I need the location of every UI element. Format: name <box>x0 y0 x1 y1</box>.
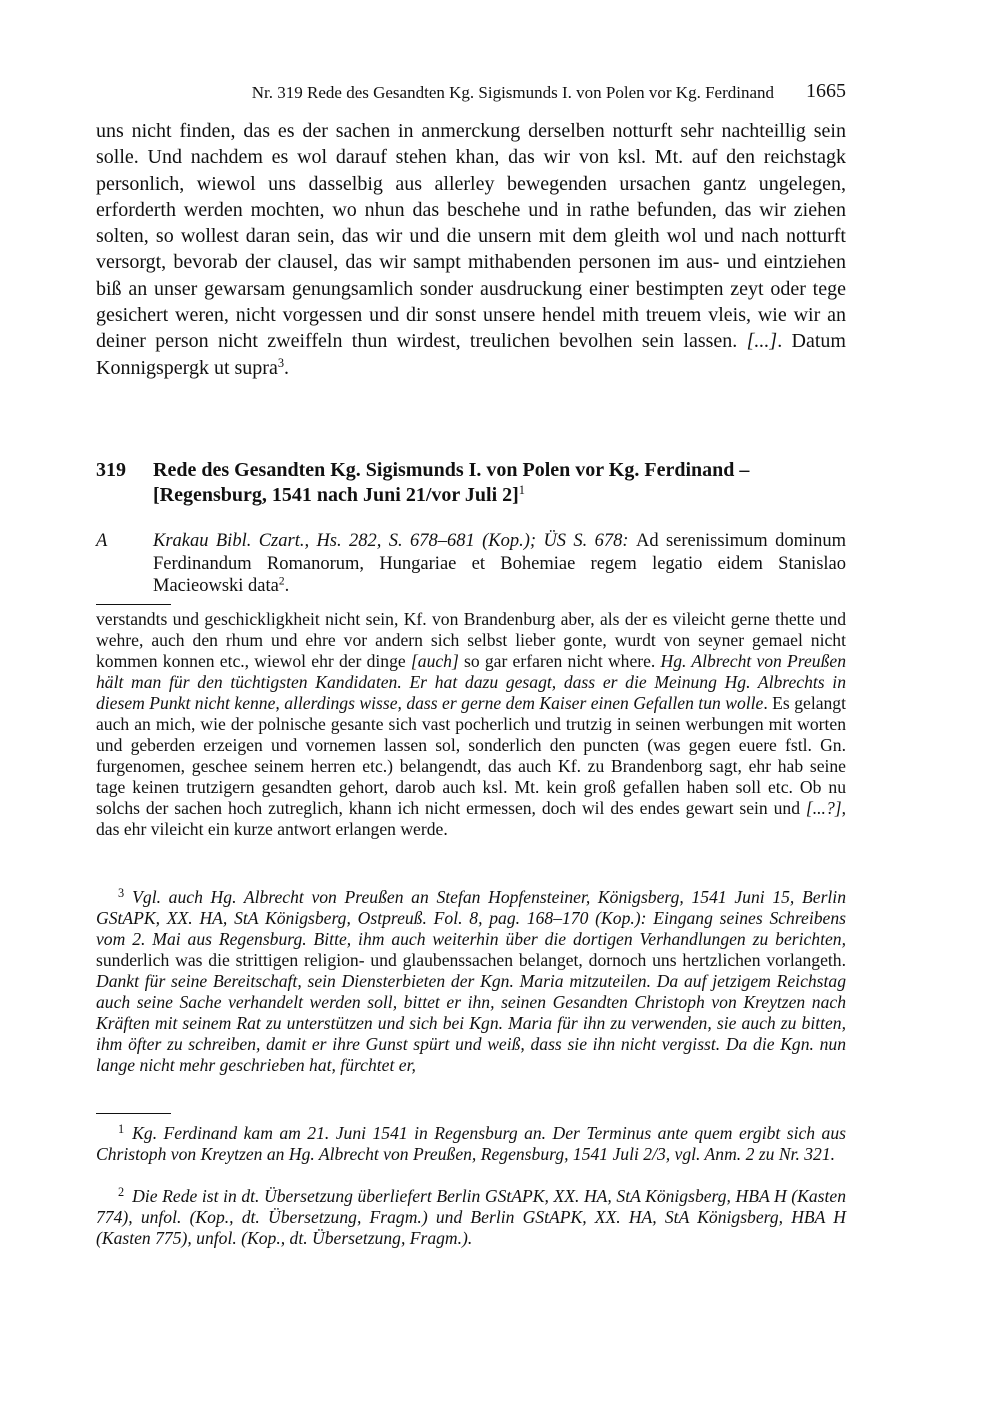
section-title-line2: [Regensburg, 1541 nach Juni 21/vor Juli 2] <box>153 484 519 506</box>
text-segment: Dankt für seine Bereitschaft, sein Diensterbieten der Kgn. Maria mitzuteilen. Da auf jetzigem Reichstag auch seine Sache verhandelt werden soll, bittet er ihn, seinen Gesandten Christoph von Kreytzen nach Kräften mit seinem Rat zu unterstützen und sich bei Kgn. Maria für ihn zu verwenden, sie auch zu bitten, ihm öfter zu schreiben, damit er ihre Gunst spürt und weiß, dass sie ihn nicht vergisst. Da die Kgn. nun lange nicht mehr geschrieben hat, fürchtet er, <box>96 971 846 1075</box>
source-text <box>153 530 846 598</box>
text-segment: [...?] <box>805 798 842 818</box>
footnote-1 <box>96 1123 846 1165</box>
footnote-text <box>96 887 846 1075</box>
text-segment: Vgl. auch Hg. Albrecht von Preußen an Stefan Hopfensteiner, Königsberg, 1541 Juni 15, Berlin GStAPK, XX. HA, StA Königsberg, Ostpreuß. Fol. 8, pag. 168–170 (Kop.): Eingang seines Schreibens vom 2. Mai aus Regensburg. Bitte, ihm auch weiterhin über die dortigen Verhandlungen zu berichten, <box>96 887 846 949</box>
text-segment: Die Rede ist in dt. Übersetzung überliefert Berlin GStAPK, XX. HA, StA Königsberg, HBA H (Kasten 774), unfol. (Kop., dt. Übersetzung, Fragm.) und Berlin GStAPK, XX. HA, StA Königsberg, HBA H (Kasten 775), unfol. (Kop., dt. Übersetzung, Fragm.). <box>96 1186 846 1248</box>
footnote-3 <box>96 887 846 1076</box>
footnote-ref: 3 <box>277 355 285 370</box>
text-segment: sunderlich was die strittigen religion- und glaubenssachen belanget, dornoch uns hertzlichen vorlangeth. <box>96 950 846 970</box>
text-segment: . Es gelangt auch an mich, wie der polnische gesante sich vast pocherlich und trutzig in seinen werbungen mit worten und geberden erzeigen und vornemen lassen sol, sonderlich den puncten (was gegen euere fstl. Gn. furgenomen, geschee seinem herren etc.) belangendt, das auch Kf. zu Brandenborg sagt, ehr hab seine tage keinen trutzigern gesandten gehort, darob auch ksl. Mt. kein groß gefallen haben soll etc. Ob nu solchs der sachen hoch zutreglich, khann ich nicht ermessen, doch wil des endes gewart sein und <box>96 693 846 818</box>
footnote-text <box>96 1123 846 1164</box>
section-heading <box>96 458 856 508</box>
footnote-ref: 2 <box>278 575 285 588</box>
text-segment: Ad serenissimum dominum Ferdinandum Romanorum, Hungariae et Bohemiae regem legatio eidem Stanislao Macieowski data <box>153 531 846 596</box>
text-segment: Kg. Ferdinand kam am 21. Juni 1541 in Regensburg an. Der Terminus ante quem ergibt sich aus Christoph von Kreytzen an Hg. Albrecht von Preußen, Regensburg, 1541 Juli 2/3, vgl. Anm. 2 zu Nr. 321. <box>96 1123 846 1164</box>
footnote-marker: 1 <box>118 1121 125 1136</box>
footnote-ref: 1 <box>518 483 525 498</box>
continued-footnote <box>96 609 846 840</box>
text-segment: so gar erfaren nicht where. <box>458 651 661 671</box>
footnote-divider <box>96 1113 171 1114</box>
text-segment: , das ehr vileicht ein kurze antwort erlangen werde. <box>96 798 846 839</box>
text-segment: . Datum Konnigspergk ut supra <box>96 330 846 379</box>
source-entry <box>96 530 846 598</box>
text-segment: . <box>284 576 290 596</box>
footnote-divider <box>96 604 171 605</box>
running-title: Nr. 319 Rede des Gesandten Kg. Sigismunds I. von Polen vor Kg. Ferdinand <box>251 83 774 102</box>
body-paragraph <box>96 118 846 381</box>
text-segment: verstandts und geschickligkheit nicht sein, Kf. von Brandenburg aber, als der es vileicht gerne thette und wehre, auch den rhum und ehre vor andern sich selbst lieber gonte, wurdt von seyner gemael nicht kommen konnen etc., wiewol ehr der dinge <box>96 609 846 671</box>
page-number: 1665 <box>806 80 846 102</box>
footnote-marker: 2 <box>118 1184 125 1199</box>
running-header <box>96 80 846 106</box>
text-segment: [...] <box>746 330 778 353</box>
section-title-line1: Rede des Gesandten Kg. Sigismunds I. von Polen vor Kg. Ferdinand – <box>153 459 750 481</box>
section-number: 319 <box>96 459 126 481</box>
footnote-2 <box>96 1186 846 1249</box>
footnote-text <box>96 1186 846 1248</box>
text-segment: . <box>284 356 290 379</box>
text-segment: [auch] <box>410 651 459 671</box>
footnote-marker: 3 <box>118 885 125 900</box>
text-segment: Hg. Albrecht von Preußen hält man für den tüchtigsten Kandidaten. Er hat dazu gesagt, dass er die Meinung Hg. Albrechts in diesem Punkt nicht kenne, allerdings wisse, dass er gerne dem Kaiser einen Gefallen tun wolle <box>96 651 847 713</box>
text-segment: uns nicht finden, das es der sachen in anmerckung derselben notturft sehr nachteillig sein solle. Und nachdem es wol darauf stehen khan, das wir von ksl. Mt. auf den reichstagk personlich, wiewol uns dasselbig aus allerley bewegenden ursachen gantz ungelegen, erforderth werden mochten, wo nhun das beschehe und in rathe befunden, das wir ziehen solten, so wollest daran sein, das wir und die unsern mit dem gleith wol und nach notturft versorgt, bevorab der clausel, das wir sampt mithabenden personen im aus- und eintziehen biß an unser gewarsam genungsamlich sonder ausdruckung einer bestimpten zeyt oder tege gesichert weren, nicht vorgessen und dir sonst unsere hendel mith treuem vleis, wie wir an deiner person nicht zweiffeln thun wirdest, treulichen bevolhen sein lassen. <box>96 120 846 353</box>
text-segment: Krakau Bibl. Czart., Hs. 282, S. 678–681 (Kop.); ÜS S. 678: <box>153 531 636 551</box>
source-label: A <box>96 531 108 551</box>
